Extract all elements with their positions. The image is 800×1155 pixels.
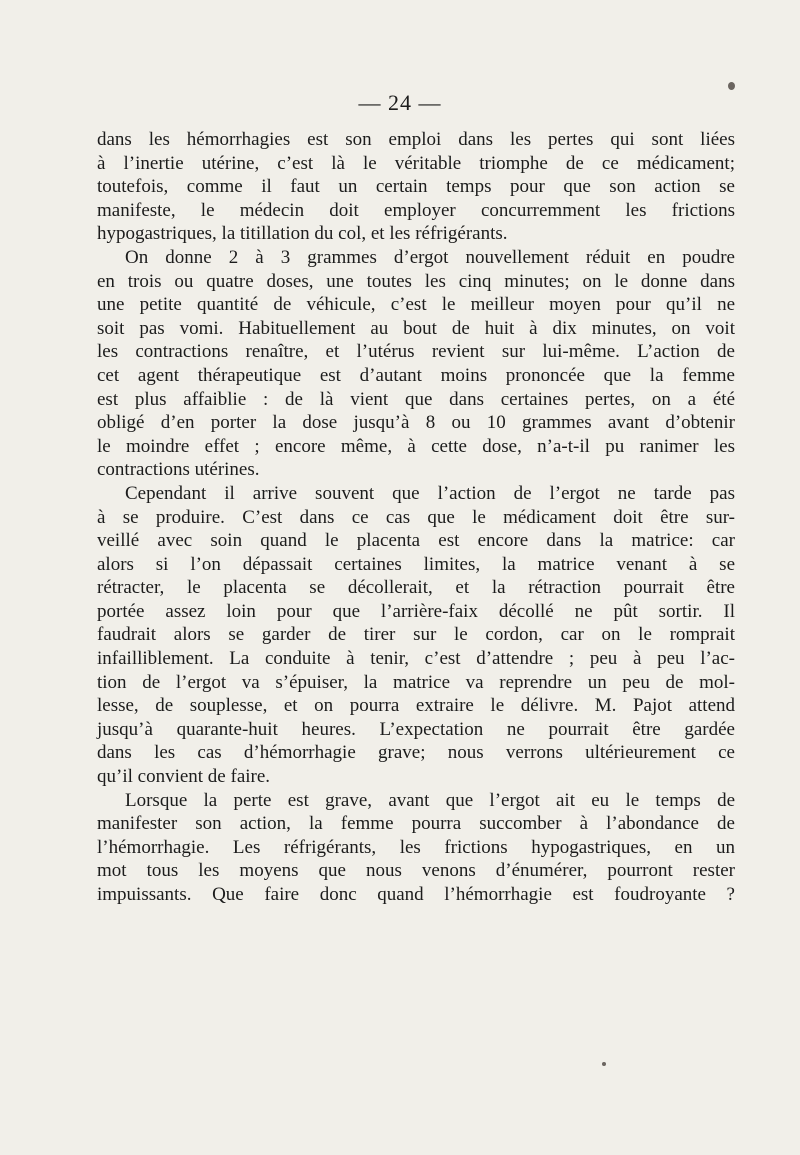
text-line: dans les hémorrhagies est son emploi dans les pertes qui sont liées <box>97 129 735 150</box>
text-line: portée assez loin pour que l’arrière-faix décollé ne pût sortir. Il <box>97 600 735 622</box>
text-line: alors si l’on dépassait certaines limites, la matrice venant à se <box>97 553 735 575</box>
text-line: est plus affaiblie : de là vient que dans certaines pertes, on a été <box>97 388 735 410</box>
text-line: Lorsque la perte est grave, avant que l’ergot ait eu le temps de <box>125 789 735 811</box>
text-line: en trois ou quatre doses, une toutes les cinq minutes; on le donne dans <box>97 270 735 292</box>
text-line: obligé d’en porter la dose jusqu’à 8 ou 10 grammes avant d’obtenir <box>97 412 735 434</box>
text-line: infailliblement. La conduite à tenir, c’est d’attendre ; peu à peu l’ac- <box>97 648 735 670</box>
text-line: dans les cas d’hémorrhagie grave; nous verrons ultérieurement ce <box>97 742 735 764</box>
text-line: contractions utérines. <box>97 459 260 481</box>
text-line: jusqu’à quarante-huit heures. L’expectation ne pourrait être gardée <box>97 718 735 740</box>
text-line: à se produire. C’est dans ce cas que le médicament doit être sur- <box>97 506 735 528</box>
body-text <box>97 128 735 907</box>
page-number: — 24 — <box>358 90 442 115</box>
text-line: Cependant il arrive souvent que l’action de l’ergot ne tarde pas <box>125 482 735 504</box>
text-line: le moindre effet ; encore même, à cette dose, n’a-t-il pu ranimer les <box>97 435 735 457</box>
text-line: hypogastriques, la titillation du col, et les réfrigérants. <box>97 223 508 245</box>
text-line: soit pas vomi. Habituellement au bout de huit à dix minutes, on voit <box>97 317 735 339</box>
text-line: qu’il convient de faire. <box>97 766 271 788</box>
text-line: tion de l’ergot va s’épuiser, la matrice va reprendre un peu de mol- <box>97 671 735 693</box>
ink-spot <box>602 1062 606 1066</box>
text-line: lesse, de souplesse, et on pourra extraire le délivre. M. Pajot attend <box>97 695 735 717</box>
text-line: manifeste, le médecin doit employer concurremment les frictions <box>97 199 735 221</box>
text-line: cet agent thérapeutique est d’autant moins prononcée que la femme <box>97 364 735 386</box>
ink-spot <box>728 82 735 90</box>
text-line: impuissants. Que faire donc quand l’hémorrhagie est foudroyante ? <box>97 884 735 905</box>
text-line: à l’inertie utérine, c’est là le véritable triomphe de ce médicament; <box>97 152 735 174</box>
text-line: faudrait alors se garder de tirer sur le cordon, car on le romprait <box>97 624 735 646</box>
text-line: l’hémorrhagie. Les réfrigérants, les frictions hypogastriques, en un <box>97 836 735 858</box>
text-line: rétracter, le placenta se décollerait, et la rétraction pourrait être <box>97 577 735 599</box>
text-line: veillé avec soin quand le placenta est encore dans la matrice: car <box>97 530 735 552</box>
text-line: manifester son action, la femme pourra succomber à l’abondance de <box>97 813 735 835</box>
text-line: toutefois, comme il faut un certain temps pour que son action se <box>97 176 735 198</box>
text-line: On donne 2 à 3 grammes d’ergot nouvellement réduit en poudre <box>125 246 735 268</box>
text-line: une petite quantité de véhicule, c’est le meilleur moyen pour qu’il ne <box>97 294 735 316</box>
text-line: les contractions renaître, et l’utérus revient sur lui-même. L’action de <box>97 341 735 363</box>
text-line: mot tous les moyens que nous venons d’énumérer, pourront rester <box>97 860 735 882</box>
